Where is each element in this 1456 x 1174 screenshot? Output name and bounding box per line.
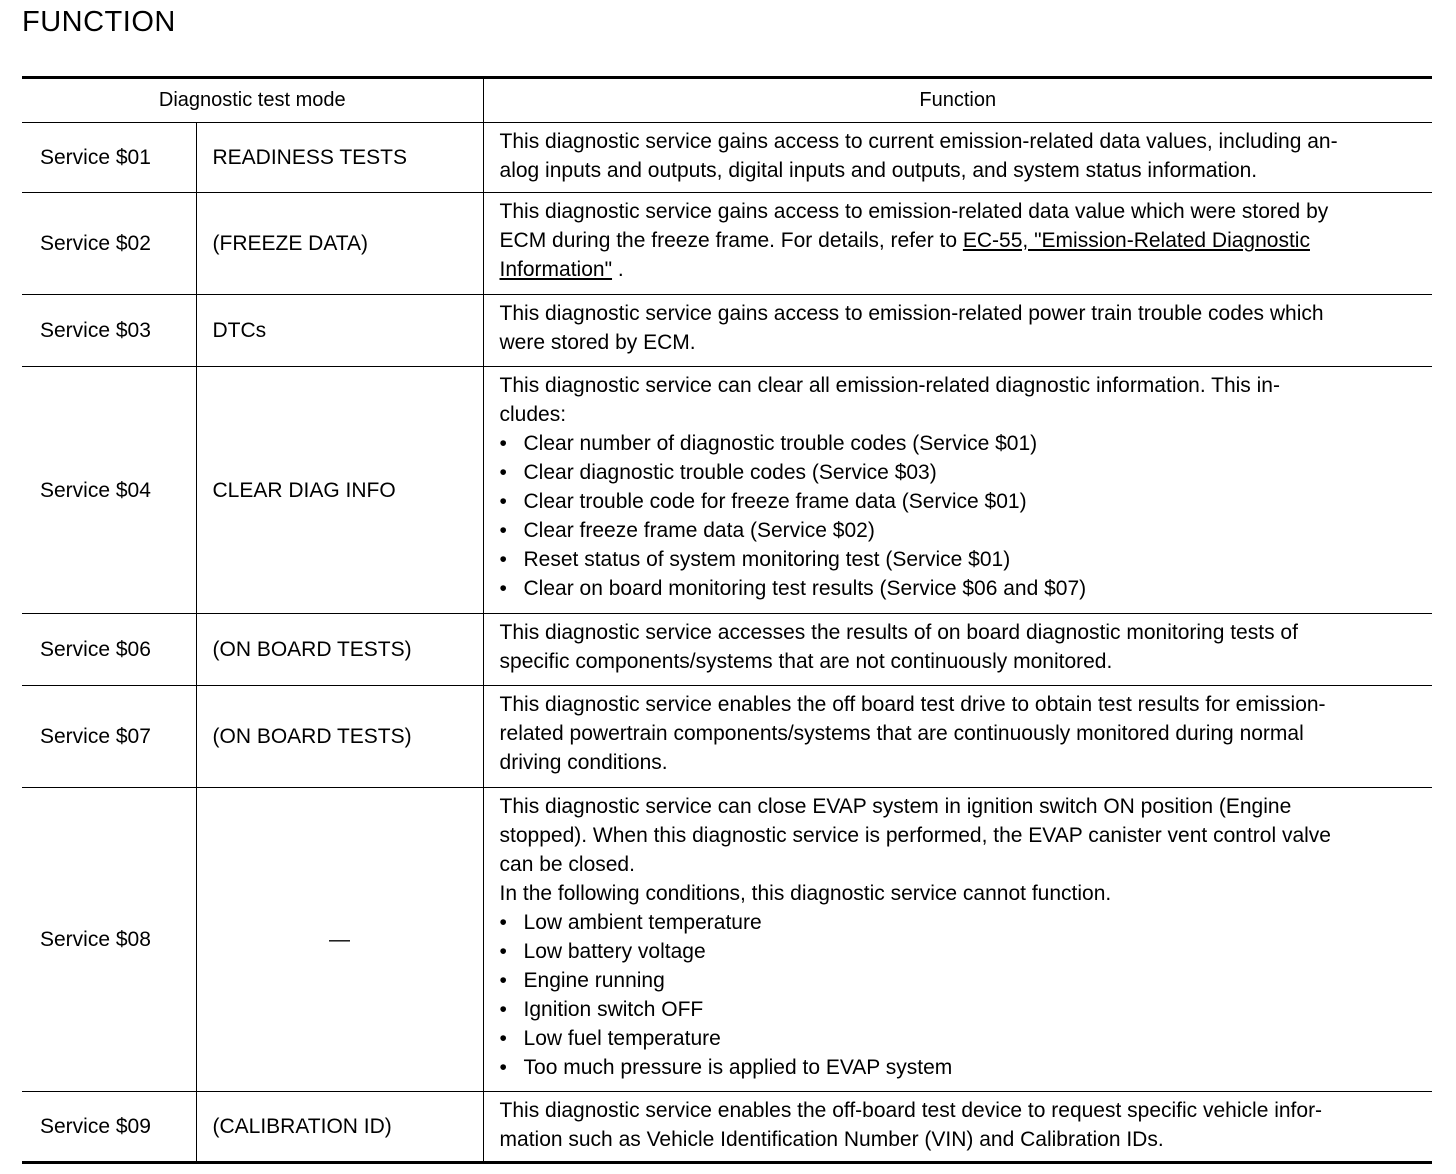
bullet-icon: • [499, 1027, 507, 1050]
function-cell [483, 686, 1432, 788]
table-header-row [22, 78, 1432, 123]
function-line [500, 127, 1424, 156]
bullet-item [500, 516, 1424, 545]
diagnostic-function-table [22, 76, 1432, 1164]
mode-cell: (ON BOARD TESTS) [196, 614, 483, 686]
bullet-icon: • [499, 577, 507, 600]
bullet-text: Clear on board monitoring test results (Service $06 and $07) [523, 577, 1087, 600]
function-line [500, 618, 1424, 647]
bullet-icon: • [499, 940, 507, 963]
function-line [500, 719, 1424, 748]
function-text: This diagnostic service gains access to current emission-related data values, including an- [499, 130, 1338, 153]
bullet-icon: • [499, 519, 507, 542]
bullet-text: Too much pressure is applied to EVAP system [523, 1056, 953, 1079]
function-text: were stored by ECM. [499, 331, 696, 354]
function-cell [483, 788, 1432, 1092]
bullet-item [500, 458, 1424, 487]
function-line [500, 328, 1424, 357]
bullet-item [500, 545, 1424, 574]
mode-cell: CLEAR DIAG INFO [196, 367, 483, 614]
table-row [22, 686, 1432, 788]
function-text: This diagnostic service accesses the results of on board diagnostic monitoring tests of [499, 621, 1298, 644]
bullet-item [500, 995, 1424, 1024]
function-line [500, 850, 1424, 879]
table-row [22, 367, 1432, 614]
function-text: This diagnostic service enables the off-board test device to request specific vehicle infor- [499, 1099, 1323, 1122]
reference-link[interactable]: EC-55, "Emission-Related Diagnostic [962, 229, 1310, 252]
bullet-item [500, 429, 1424, 458]
function-text: mation such as Vehicle Identification Number (VIN) and Calibration IDs. [499, 1128, 1164, 1151]
function-line [500, 400, 1424, 429]
service-cell: Service $07 [22, 686, 196, 788]
function-line [500, 226, 1424, 255]
header-diagnostic-test-mode: Diagnostic test mode [22, 78, 483, 123]
table-row [22, 614, 1432, 686]
bullet-item [500, 966, 1424, 995]
service-cell: Service $01 [22, 123, 196, 193]
function-line [500, 647, 1424, 676]
function-line [500, 156, 1424, 185]
bullet-icon: • [499, 1056, 507, 1079]
header-function: Function [483, 78, 1432, 123]
service-cell: Service $03 [22, 295, 196, 367]
function-cell [483, 614, 1432, 686]
mode-cell: (FREEZE DATA) [196, 193, 483, 295]
mode-cell: DTCs [196, 295, 483, 367]
bullet-icon: • [499, 461, 507, 484]
bullet-text: Reset status of system monitoring test (Service $01) [523, 548, 1011, 571]
function-line [500, 371, 1424, 400]
function-text: driving conditions. [499, 751, 668, 774]
function-cell [483, 123, 1432, 193]
bullet-icon: • [499, 432, 507, 455]
function-text: This diagnostic service gains access to emission-related power train trouble codes which [499, 302, 1324, 325]
function-cell [483, 193, 1432, 295]
bullet-text: Low fuel temperature [523, 1027, 721, 1050]
mode-cell: — [196, 788, 483, 1092]
function-text: alog inputs and outputs, digital inputs and outputs, and system status information. [499, 159, 1258, 182]
bullet-item [500, 574, 1424, 603]
bullet-icon: • [499, 998, 507, 1021]
bullet-icon: • [499, 969, 507, 992]
service-cell: Service $02 [22, 193, 196, 295]
bullet-text: Clear trouble code for freeze frame data (Service $01) [523, 490, 1027, 513]
function-text: related powertrain components/systems that are continuously monitored during normal [499, 722, 1304, 745]
mode-cell: READINESS TESTS [196, 123, 483, 193]
function-line [500, 792, 1424, 821]
bullet-item [500, 487, 1424, 516]
section-title: FUNCTION [22, 6, 176, 38]
table-row [22, 788, 1432, 1092]
bullet-item [500, 1024, 1424, 1053]
service-cell: Service $06 [22, 614, 196, 686]
function-text: This diagnostic service enables the off board test drive to obtain test results for emission- [499, 693, 1326, 716]
function-text: In the following conditions, this diagnostic service cannot function. [499, 882, 1112, 905]
table-row [22, 1092, 1432, 1163]
function-text: . [612, 258, 624, 281]
bullet-icon: • [499, 548, 507, 571]
function-text: This diagnostic service can clear all emission-related diagnostic information. This in- [499, 374, 1280, 397]
reference-link-continued[interactable]: Information" [499, 258, 613, 281]
bullet-text: Ignition switch OFF [523, 998, 704, 1021]
function-line [500, 690, 1424, 719]
function-line [500, 821, 1424, 850]
bullet-item [500, 908, 1424, 937]
bullet-text: Clear freeze frame data (Service $02) [523, 519, 875, 542]
function-line [500, 1125, 1424, 1154]
function-text: can be closed. [499, 853, 635, 876]
service-cell: Service $08 [22, 788, 196, 1092]
bullet-icon: • [499, 911, 507, 934]
function-line [500, 1096, 1424, 1125]
bullet-text: Clear number of diagnostic trouble codes (Service $01) [523, 432, 1038, 455]
bullet-item [500, 937, 1424, 966]
service-cell: Service $09 [22, 1092, 196, 1163]
function-text: stopped). When this diagnostic service is performed, the EVAP canister vent control valve [499, 824, 1331, 847]
function-cell [483, 295, 1432, 367]
function-line [500, 299, 1424, 328]
function-cell [483, 1092, 1432, 1163]
bullet-text: Clear diagnostic trouble codes (Service $03) [523, 461, 937, 484]
table-row [22, 295, 1432, 367]
table-row [22, 123, 1432, 193]
bullet-icon: • [499, 490, 507, 513]
function-line [500, 197, 1424, 226]
function-line [500, 879, 1424, 908]
bullet-text: Engine running [523, 969, 665, 992]
function-text: This diagnostic service can close EVAP system in ignition switch ON position (Engine [499, 795, 1292, 818]
bullet-text: Low ambient temperature [523, 911, 762, 934]
table-row [22, 193, 1432, 295]
bullet-item [500, 1053, 1424, 1082]
function-text: This diagnostic service gains access to emission-related data value which were stored by [499, 200, 1329, 223]
function-text: specific components/systems that are not continuously monitored. [499, 650, 1113, 673]
function-cell [483, 367, 1432, 614]
function-line [500, 748, 1424, 777]
function-text: ECM during the freeze frame. For details, refer to [499, 229, 963, 252]
mode-cell: (ON BOARD TESTS) [196, 686, 483, 788]
bullet-text: Low battery voltage [523, 940, 706, 963]
function-line [500, 255, 1424, 284]
service-cell: Service $04 [22, 367, 196, 614]
function-text: cludes: [499, 403, 567, 426]
mode-cell: (CALIBRATION ID) [196, 1092, 483, 1163]
